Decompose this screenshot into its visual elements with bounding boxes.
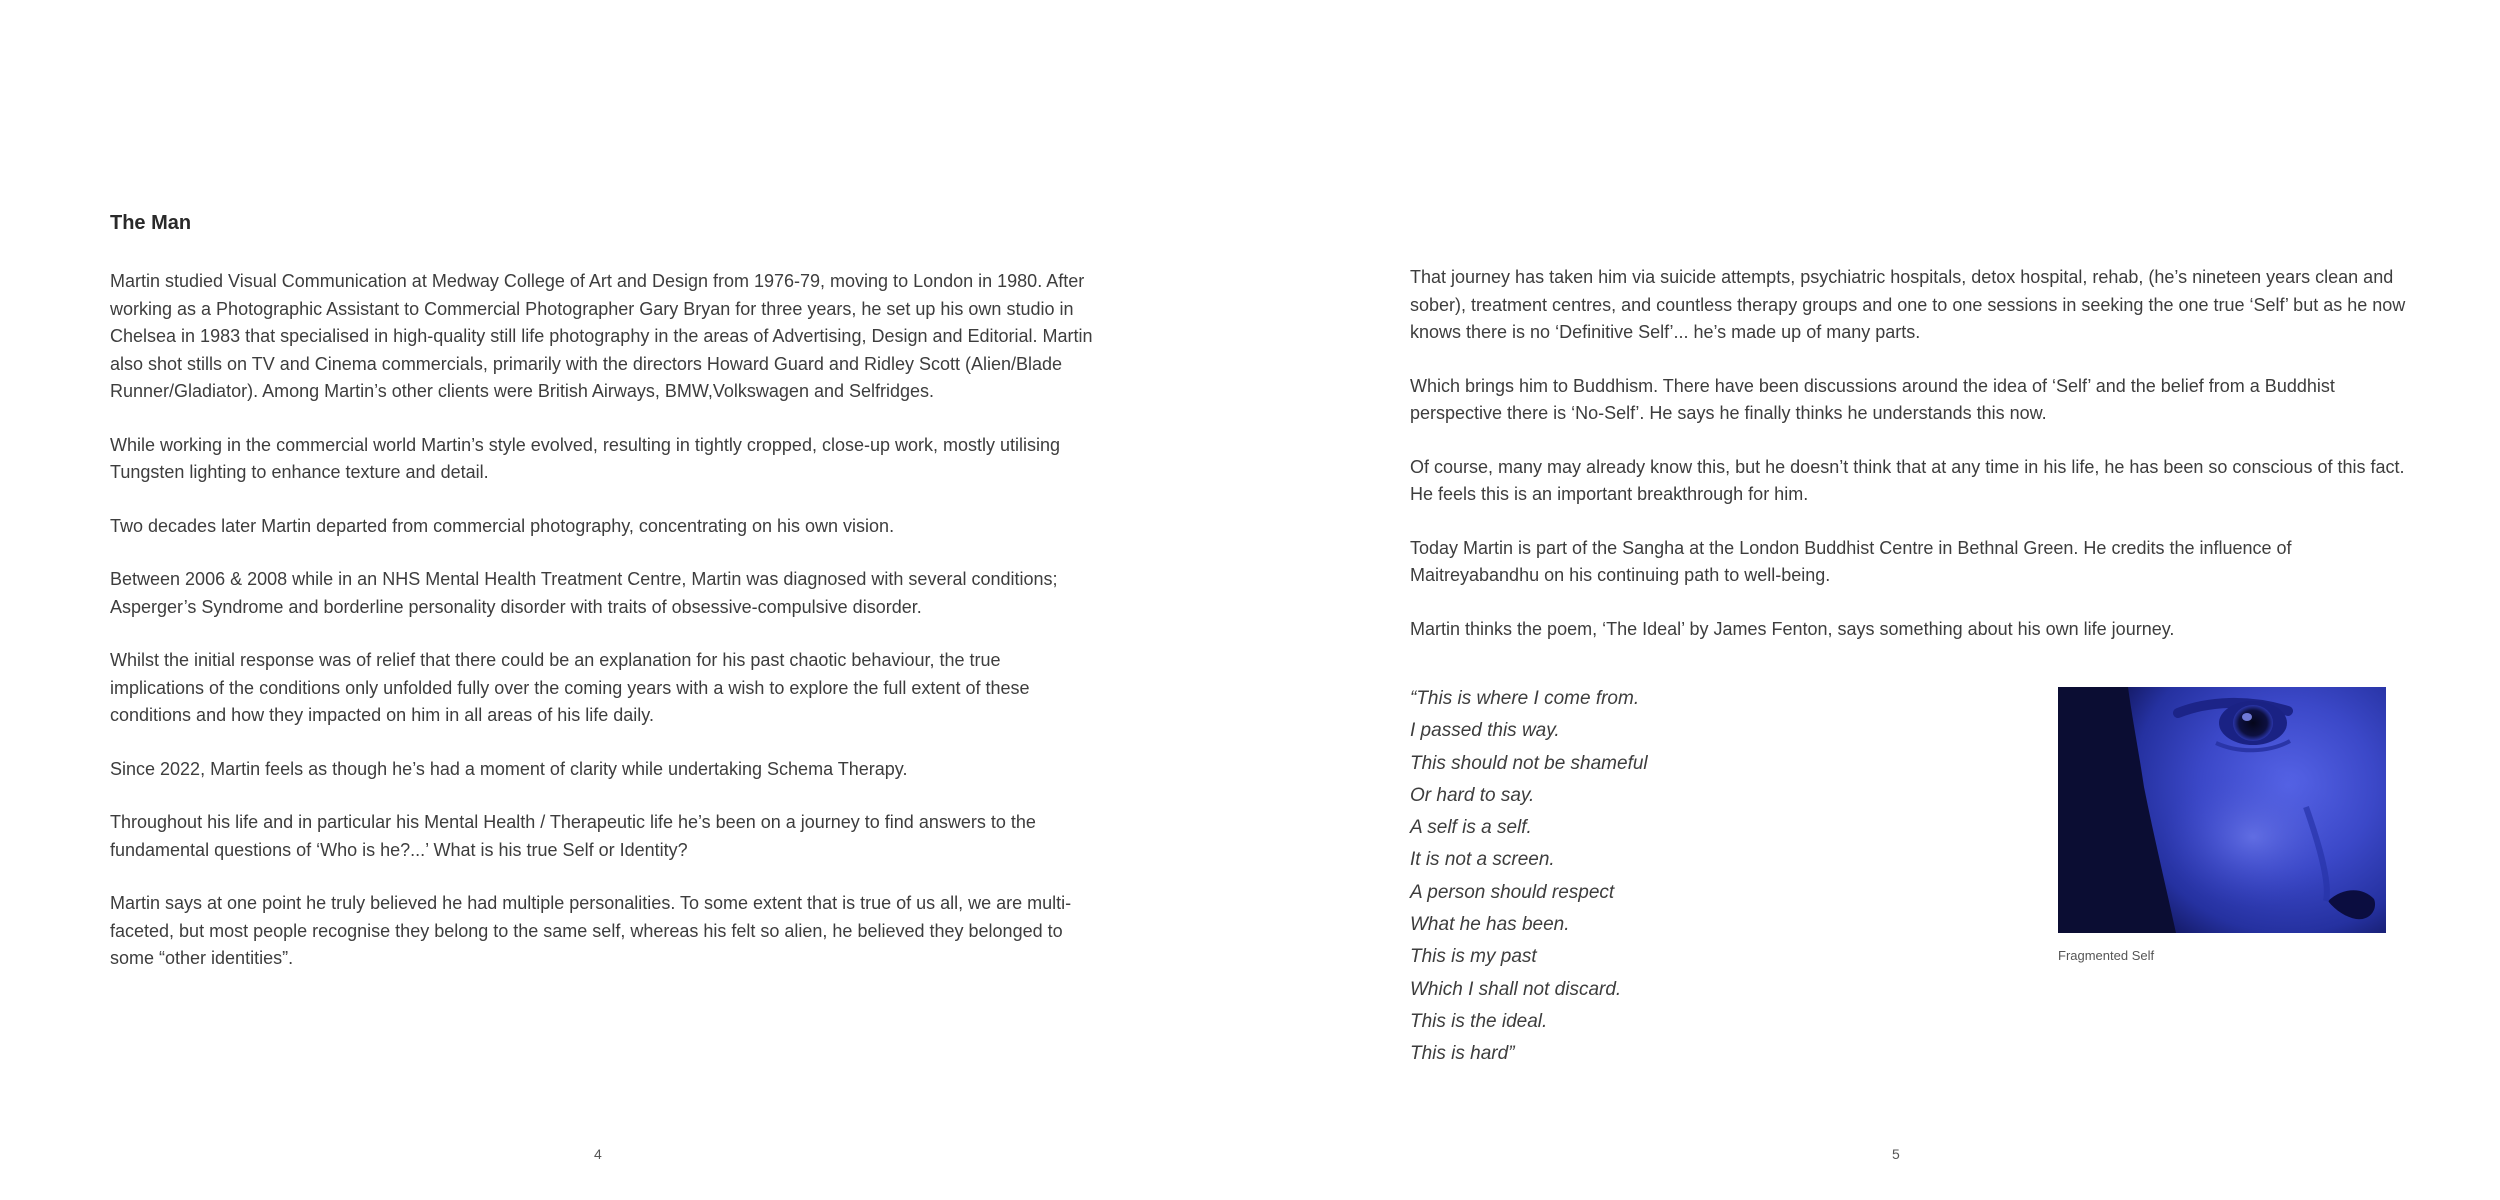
poem-line: This is my past: [1410, 946, 1537, 968]
paragraph: Which brings him to Buddhism. There have been discussions around the idea of ‘Self’ and the belief from a Buddhist perspective there is ‘No-Self’. He says he finally thinks he understands this now.: [1410, 375, 2335, 423]
paragraph: Martin studied Visual Communication at Medway College of Art and Design from 1976-79, moving to London in 1980. After working as a Photographic Assistant to Commercial Photographer Gary Bryan for three years, he set up his own studio in Chelsea in 1983 that specialised in high-quality still life photography in the areas of Advertising, Design and Editorial. Martin also shot stills on TV and Cinema commercials, primarily with the directors Howard Guard and Ridley Scott (Alien/Blade Runner/Gladiator). Among Martin’s other clients were British Airways, BMW,Volkswagen and Selfridges.: [110, 271, 1093, 401]
paragraph: Martin thinks the poem, ‘The Ideal’ by James Fenton, says something about his own life journey.: [1410, 618, 2175, 639]
page-heading: The Man: [110, 212, 192, 234]
paragraph: Between 2006 & 2008 while in an NHS Mental Health Treatment Centre, Martin was diagnosed with several conditions; Asperger’s Syndrome and borderline personality disorder with traits of obsessive-compulsive disorder.: [110, 569, 1058, 617]
right-body-text: [1410, 264, 2410, 669]
paragraph: Today Martin is part of the Sangha at the London Buddhist Centre in Bethnal Green. He credits the influence of Maitreyabandhu on his continuing path to well-being.: [1410, 537, 2292, 585]
paragraph: Whilst the initial response was of relief that there could be an explanation for his past chaotic behaviour, the true implications of the conditions only unfolded fully over the coming years with a wish to explore the full extent of these conditions and how they impacted on him in all areas of his life daily.: [110, 650, 1030, 725]
poem-line: I passed this way.: [1410, 720, 1560, 742]
poem-line: A person should respect: [1410, 881, 1615, 903]
paragraph: Two decades later Martin departed from commercial photography, concentrating on his own vision.: [110, 515, 895, 536]
page-number-right: 5: [1892, 1146, 1900, 1162]
paragraph: Throughout his life and in particular his Mental Health / Therapeutic life he’s been on a journey to find answers to the fundamental questions of ‘Who is he?...’ What is his true Self or Identity?: [110, 812, 1036, 860]
paragraph: While working in the commercial world Martin’s style evolved, resulting in tightly cropped, close-up work, mostly utilising Tungsten lighting to enhance texture and detail.: [110, 434, 1061, 482]
poem-line: Or hard to say.: [1410, 784, 1535, 806]
poem-line: What he has been.: [1410, 914, 1570, 936]
paragraph: That journey has taken him via suicide attempts, psychiatric hospitals, detox hospital, rehab, (he’s nineteen years clean and sober), treatment centres, and countless therapy groups and one to one sessions in seeking the one true ‘Self’ but as he now knows there is no ‘Definitive Self’... he’s made up of many parts.: [1410, 267, 2406, 342]
right-page: [1250, 0, 2500, 1200]
poem-line: It is not a screen.: [1410, 849, 1555, 871]
paragraph: Martin says at one point he truly believed he had multiple personalities. To some extent that is true of us all, we are multi-faceted, but most people recognise they belong to the same self, whereas his felt so alien, he believed they belonged to some “other identities”.: [110, 893, 1072, 968]
paragraph: Since 2022, Martin feels as though he’s had a moment of clarity while undertaking Schema Therapy.: [110, 758, 908, 779]
poem-line: A self is a self.: [1410, 817, 1532, 839]
paragraph: Of course, many may already know this, but he doesn’t think that at any time in his life, he has been so conscious of this fact. He feels this is an important breakthrough for him.: [1410, 456, 2405, 504]
poem-line: This is hard”: [1410, 1043, 1515, 1065]
poem-line: This is the ideal.: [1410, 1010, 1548, 1032]
photo-caption: Fragmented Self: [2058, 948, 2155, 963]
page-number-left: 4: [594, 1146, 602, 1162]
poem-line: “This is where I come from.: [1410, 688, 1640, 709]
poem: [1410, 683, 1810, 1071]
fragmented-self-photo: [2058, 687, 2386, 933]
left-body-text: [110, 268, 1095, 999]
poem-line: Which I shall not discard.: [1410, 978, 1622, 1000]
poem-line: This should not be shameful: [1410, 752, 1648, 774]
